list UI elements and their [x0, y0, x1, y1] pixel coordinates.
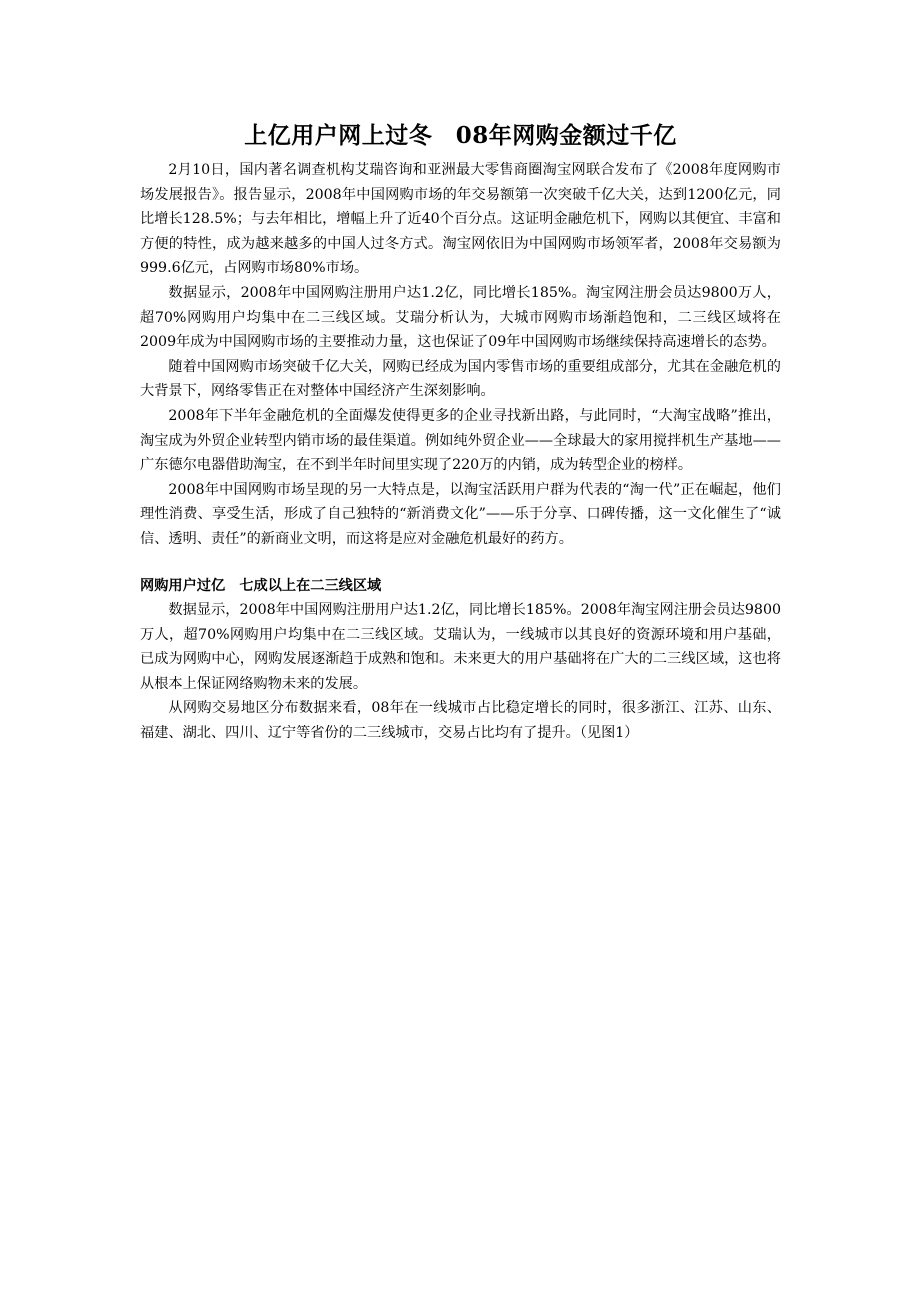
- paragraph-retail-importance: 随着中国网购市场突破千亿大关，网购已经成为国内零售市场的重要组成部分，尤其在金融危机的大背景下，网络零售正在对整体中国经济产生深刻影响。: [140, 358, 781, 400]
- paragraph-financial-crisis: 2008年下半年金融危机的全面爆发使得更多的企业寻找新出路，与此同时，“大淘宝战略”推出，淘宝成为外贸企业转型内销市场的最佳渠道。例如纯外贸企业——全球最大的家用搅拌机生产基地——广东德尔电器借助淘宝，在不到半年时间里实现了220万的内销，成为转型企业的榜样。: [140, 407, 781, 474]
- document-title: 上亿用户网上过冬 08年网购金额过千亿: [244, 122, 677, 149]
- document-page: [140, 118, 781, 746]
- paragraph-registered-users: 数据显示，2008年中国网购注册用户达1.2亿，同比增长185%。淘宝网注册会员达9800万人，超70%网购用户均集中在二三线区域。艾瑞分析认为，大城市网购市场渐趋饱和，二三线区域将在2009年成为中国网购市场的主要推动力量，这也保证了09年中国网购市场继续保持高速增长的态势。: [140, 284, 781, 351]
- paragraph-report-release: 2月10日，国内著名调查机构艾瑞咨询和亚洲最大零售商圈淘宝网联合发布了《2008年度网购市场发展报告》。报告显示，2008年中国网购市场的年交易额第一次突破千亿大关，达到1200亿元，同比增长128.5%；与去年相比，增幅上升了近40个百分点。这证明金融危机下，网购以其便宜、丰富和方便的特性，成为越来越多的中国人过冬方式。淘宝网依旧为中国网购市场领军者，2008年交易额为999.6亿元，占网购市场80%市场。: [140, 162, 781, 277]
- paragraph-regional-distribution: 从网购交易地区分布数据来看，08年在一线城市占比稳定增长的同时，很多浙江、江苏、山东、福建、湖北、四川、辽宁等省份的二三线城市，交易占比均有了提升。（见图1）: [140, 700, 781, 742]
- paragraph-user-data: 数据显示，2008年中国网购注册用户达1.2亿，同比增长185%。2008年淘宝网注册会员达9800万人，超70%网购用户均集中在二三线区域。艾瑞认为，一线城市以其良好的资源环境和用户基础，已成为网购中心，网购发展逐渐趋于成熟和饱和。未来更大的用户基础将在广大的二三线区域，这也将从根本上保证网络购物未来的发展。: [140, 602, 781, 692]
- paragraph-tao-generation: 2008年中国网购市场呈现的另一大特点是，以淘宝活跃用户群为代表的“淘一代”正在崛起，他们理性消费、享受生活，形成了自己独特的“新消费文化”——乐于分享、口碑传播，这一文化催生了“诚信、透明、责任”的新商业文明，而这将是应对金融危机最好的药方。: [140, 481, 781, 547]
- section-spacer: [140, 552, 781, 574]
- section-heading: 网购用户过亿 七成以上在二三线区域: [140, 577, 382, 594]
